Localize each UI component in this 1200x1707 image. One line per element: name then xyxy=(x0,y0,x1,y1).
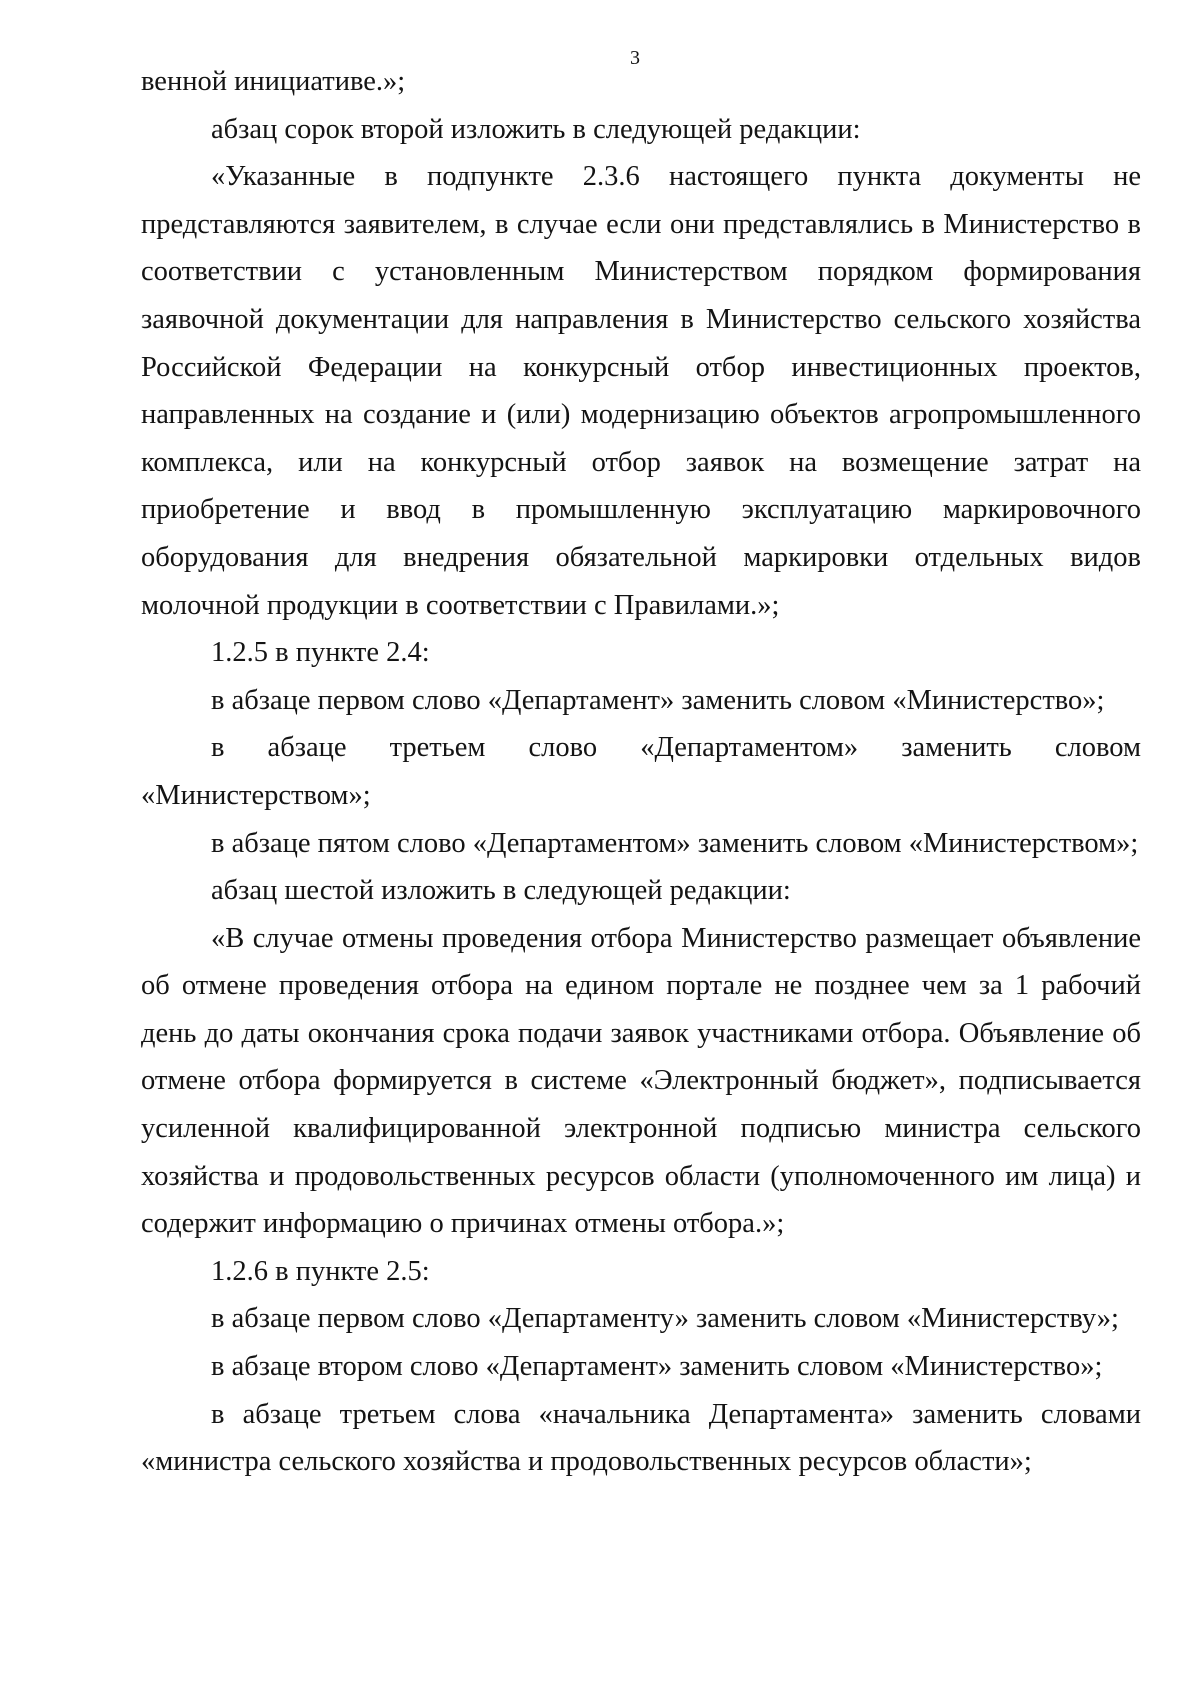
paragraph: в абзаце первом слово «Департамент» заменить словом «Министерство»; xyxy=(211,684,1105,716)
paragraph: в абзаце третьем слова «начальника Департамента» заменить словами «министра сельского хозяйства и продовольственных ресурсов области»; xyxy=(141,1398,1141,1478)
paragraph: «В случае отмены проведения отбора Министерство размещает объявление об отмене проведения отбора на едином портале не позднее чем за 1 рабочий день до даты окончания срока подачи заявок участниками отбора. Объявление об отмене отбора формируется в системе «Электронный бюджет», подписывается усиленной квалифицированной электронной подписью министра сельского хозяйства и продовольственных ресурсов области (уполномоченного им лица) и содержит информацию о причинах отмены отбора.»; xyxy=(141,922,1141,1240)
paragraph: абзац сорок второй изложить в следующей редакции: xyxy=(211,113,861,145)
paragraph: венной инициативе.»; xyxy=(141,66,406,97)
paragraph: в абзаце первом слово «Департаменту» заменить словом «Министерству»; xyxy=(211,1303,1119,1335)
paragraph: в абзаце втором слово «Департамент» заменить словом «Министерство»; xyxy=(211,1351,1103,1383)
page-number: 3 xyxy=(630,47,640,69)
paragraph: абзац шестой изложить в следующей редакции: xyxy=(211,875,791,907)
paragraph: «Указанные в подпункте 2.3.6 настоящего пункта документы не представляются заявителем, в случае если они представлялись в Министерство в соответствии с установленным Министерством порядком формирования заявочной документации для направления в Министерство сельского хозяйства Российской Федерации на конкурсный отбор инвестиционных проектов, направленных на создание и (или) модернизацию объектов агропромышленного комплекса, или на конкурсный отбор заявок на возмещение затрат на приобретение и ввод в промышленную эксплуатацию маркировочного оборудования для внедрения обязательной маркировки отдельных видов молочной продукции в соответствии с Правилами.»; xyxy=(141,161,1141,621)
paragraph: 1.2.5 в пункте 2.4: xyxy=(211,637,430,669)
paragraph: 1.2.6 в пункте 2.5: xyxy=(211,1255,430,1287)
paragraph: в абзаце пятом слово «Департаментом» заменить словом «Министерством»; xyxy=(211,827,1139,859)
paragraph: в абзаце третьем слово «Департаментом» заменить словом «Министерством»; xyxy=(141,732,1141,811)
document-body xyxy=(141,58,1141,1486)
